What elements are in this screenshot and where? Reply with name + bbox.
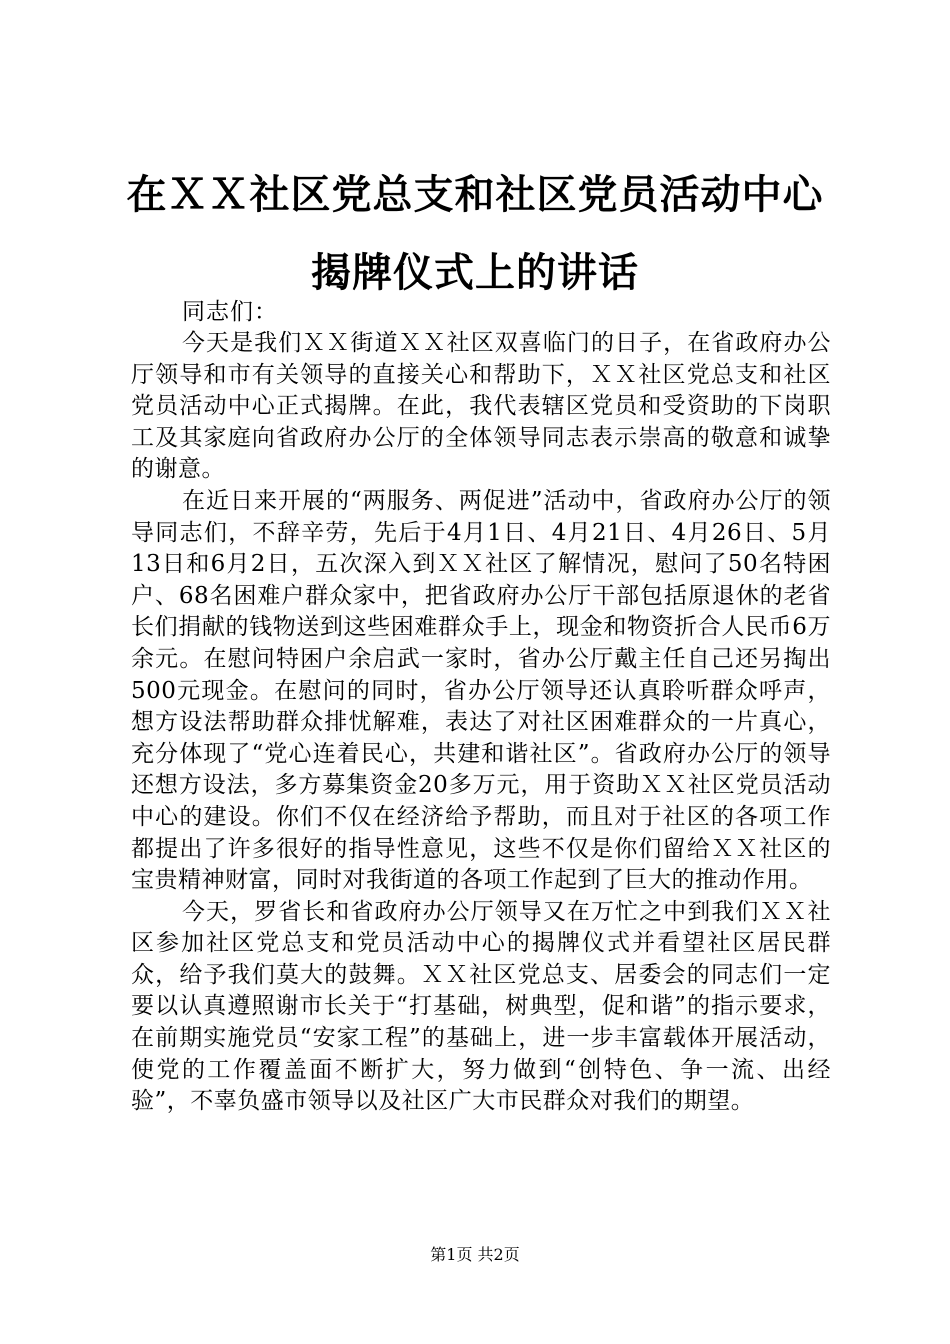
salutation: 同志们：: [182, 299, 278, 325]
paragraph-1: 今天是我们ＸＸ街道ＸＸ社区双喜临门的日子，在省政府办公厅领导和市有关领导的直接关心和帮助下，ＸＸ社区党总支和社区党员活动中心正式揭牌。在此，我代表辖区党员和受资助的下岗职工及其家庭向省政府办公厅的全体领导同志表示崇高的敬意和诚挚的谢意。: [131, 330, 831, 483]
document-body: [131, 297, 831, 1118]
paragraph-3: 今天，罗省长和省政府办公厅领导又在万忙之中到我们ＸＸ社区参加社区党总支和党员活动中心的揭牌仪式并看望社区居民群众，给予我们莫大的鼓舞。ＸＸ社区党总支、居委会的同志们一定要以认真遵照谢市长关于“打基础，树典型，促和谐”的指示要求，在前期实施党员“安家工程”的基础上，进一步丰富载体开展活动，使党的工作覆盖面不断扩大，努力做到“创特色、争一流、出经验”，不辜负盛市领导以及社区广大市民群众对我们的期望。: [131, 898, 831, 1115]
page-footer: 第1页 共2页: [430, 1245, 520, 1264]
document-title: 在ＸＸ社区党总支和社区党员活动中心揭牌仪式上的讲话: [126, 171, 824, 296]
paragraph-2: 在近日来开展的“两服务、两促进”活动中，省政府办公厅的领导同志们，不辞辛劳，先后于4月1日、4月21日、4月26日、5月13日和6月2日，五次深入到ＸＸ社区了解情况，慰问了50名特困户、68名困难户群众家中，把省政府办公厅干部包括原退休的老省长们捐献的钱物送到这些困难群众手上，现金和物资折合人民币6万余元。在慰问特困户余启武一家时，省办公厅戴主任自己还另掏出500元现金。在慰问的同时，省办公厅领导还认真聆听群众呼声，想方设法帮助群众排忧解难，表达了对社区困难群众的一片真心，充分体现了“党心连着民心，共建和谐社区”。省政府办公厅的领导还想方设法，多方募集资金20多万元，用于资助ＸＸ社区党员活动中心的建设。你们不仅在经济给予帮助，而且对于社区的各项工作都提出了许多很好的指导性意见，这些不仅是你们留给ＸＸ社区的宝贵精神财富，同时对我街道的各项工作起到了巨大的推动作用。: [131, 487, 831, 894]
